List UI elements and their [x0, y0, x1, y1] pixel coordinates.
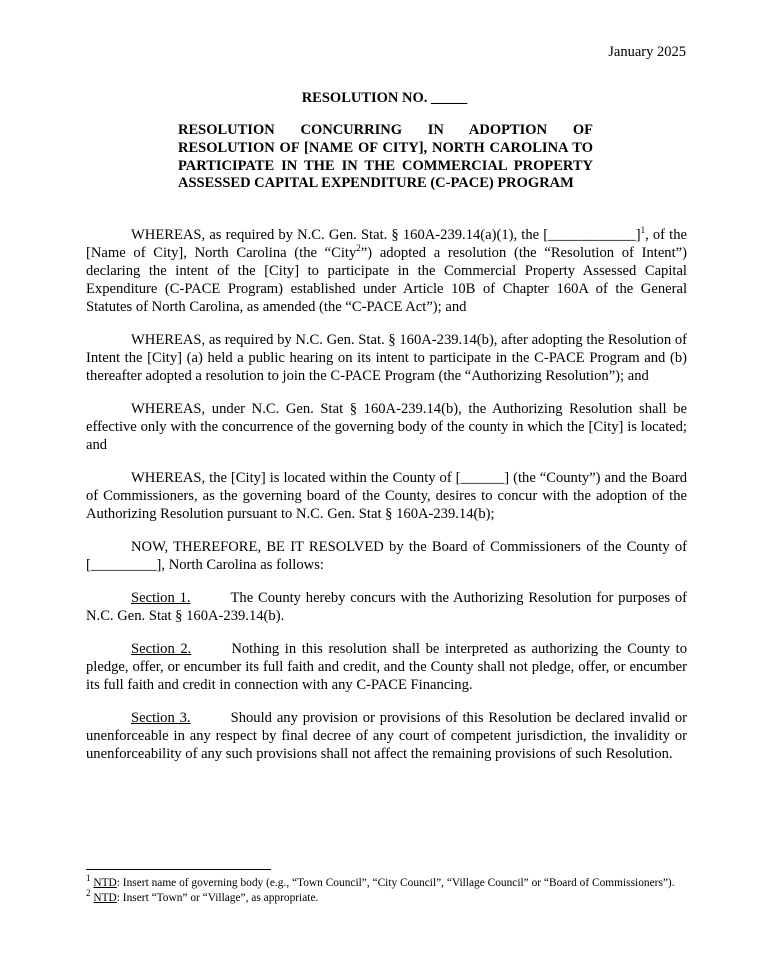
section-2	[86, 640, 687, 694]
footnote-2-number: 2	[86, 887, 91, 898]
section-1-text: The County hereby concurs with the Authorizing Resolution for purposes of N.C. Gen. Stat § 160A-239.14(b).	[86, 590, 687, 624]
footnote-divider	[86, 869, 271, 870]
footnote-1-text: : Insert name of governing body (e.g., “Town Council”, “City Council”, “Village Council” or “Board of Commissioners”).	[116, 877, 675, 889]
section-2-label: Section 2.	[131, 641, 192, 657]
section-3-text: Should any provision or provisions of this Resolution be declared invalid or unenforceable in any respect by final decree of any court of competent jurisdiction, the invalidity or unenforceability of any such provisions shall not affect the remaining provisions of such Resolution.	[86, 710, 687, 762]
whereas-paragraph-3: WHEREAS, under N.C. Gen. Stat § 160A-239.14(b), the Authorizing Resolution shall be effective only with the concurrence of the governing body of the county in which the [City] is located; and	[86, 401, 687, 453]
whereas-paragraph-4: WHEREAS, the [City] is located within the County of [______] (the “County”) and the Board of Commissioners, as the governing board of the County, desires to concur with the adoption of the Authorizing Resolution pursuant to N.C. Gen. Stat § 160A-239.14(b);	[86, 470, 687, 522]
whereas-1-text-b: , of the [Name of City], North Carolina (the “City	[86, 227, 687, 261]
whereas-paragraph-2: WHEREAS, as required by N.C. Gen. Stat. § 160A-239.14(b), after adopting the Resolution of Intent the [City] (a) held a public hearing on its intent to participate in the C-PACE Program and (b) thereafter adopted a resolution to join the C-PACE Program (the “Authorizing Resolution”); and	[86, 332, 687, 384]
whereas-paragraph-1	[86, 226, 687, 316]
section-2-text: Nothing in this resolution shall be interpreted as authorizing the County to pledge, offer, or encumber its full faith and credit, and the County shall not pledge, offer, or encumber its full faith and credit in connection with any C-PACE Financing.	[86, 641, 688, 693]
resolution-number: RESOLUTION NO. _____	[301, 90, 468, 106]
section-3-label: Section 3.	[131, 710, 191, 726]
footnote-2	[86, 887, 687, 906]
footnote-1	[86, 873, 687, 891]
whereas-1-text-c: ”) adopted a resolution (the “Resolution of Intent”) declaring the intent of the [City] to participate in the Commercial Property Assessed Capital Expenditure (C-PACE Program) established under Article 10B of Chapter 160A of the General Statutes of North Carolina, as amended (the “C-PACE Act”); and	[86, 245, 687, 315]
section-1	[86, 589, 687, 625]
whereas-1-text-a: WHEREAS, as required by N.C. Gen. Stat. § 160A-239.14(a)(1), the [____________]	[131, 227, 641, 243]
footnote-2-text: : Insert “Town” or “Village”, as appropriate.	[116, 891, 319, 904]
footnote-1-number: 1	[86, 873, 91, 884]
footnote-2-ntd: NTD	[93, 891, 117, 904]
section-3	[86, 709, 687, 763]
document-date: January 2025	[608, 44, 686, 60]
footnotes	[86, 873, 687, 905]
now-therefore-paragraph: NOW, THEREFORE, BE IT RESOLVED by the Board of Commissioners of the County of [_________], North Carolina as follows:	[86, 539, 687, 573]
footnote-ref-1: 1	[640, 225, 646, 236]
resolution-body	[86, 226, 687, 778]
section-1-label: Section 1.	[131, 590, 191, 606]
resolution-title: RESOLUTION CONCURRING IN ADOPTION OF RESOLUTION OF [NAME OF CITY], NORTH CAROLINA TO PARTICIPATE IN THE IN THE COMMERCIAL PROPERTY ASSESSED CAPITAL EXPENDITURE (C-PACE) PROGRAM	[178, 122, 593, 192]
footnote-ref-2: 2	[356, 243, 361, 254]
footnote-1-ntd: NTD	[93, 877, 117, 889]
